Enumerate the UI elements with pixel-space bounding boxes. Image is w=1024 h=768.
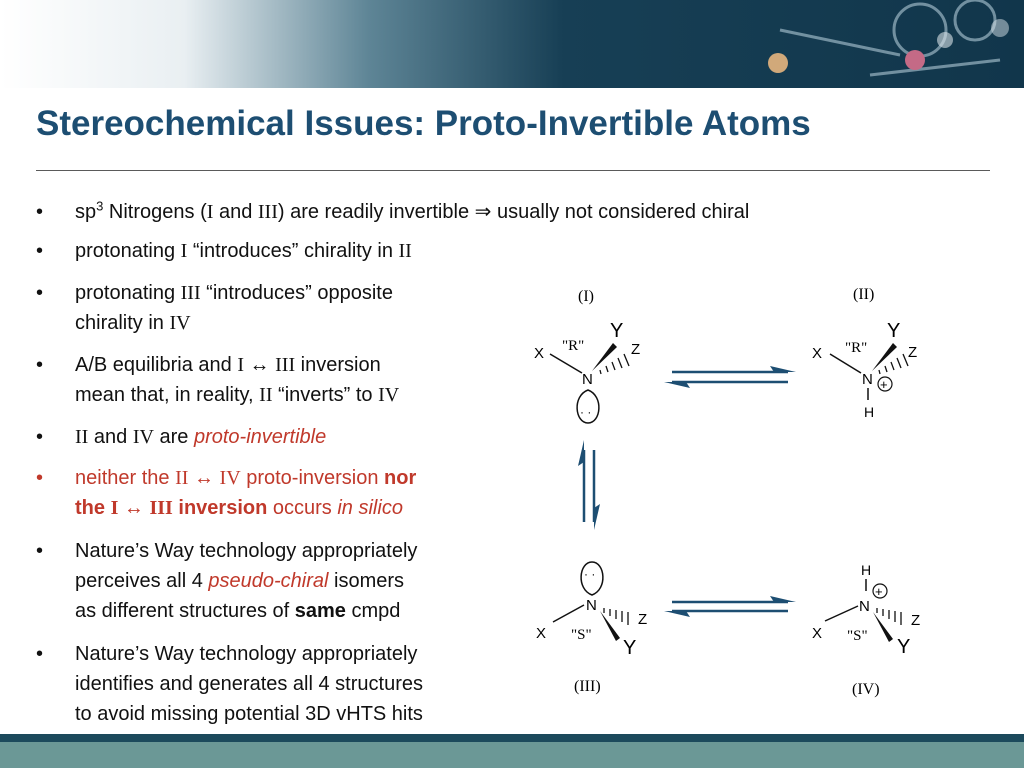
structure-II [812,286,917,420]
svg-text:N: N [859,598,870,615]
svg-text:Z: Z [638,611,648,628]
svg-text:· ·: · · [580,405,592,419]
svg-text:Y: Y [897,636,911,658]
svg-text:"S": "S" [847,628,868,644]
header-banner [0,0,1024,88]
svg-text:+: + [880,377,888,392]
atom-decoration-orange [768,53,788,73]
structure-I [534,288,640,423]
svg-text:"R": "R" [845,340,868,356]
svg-text:N: N [582,371,593,388]
label-IV: (IV) [852,681,880,698]
footer-bar-dark [0,734,1024,742]
svg-text:H: H [861,562,872,578]
page-title: Stereochemical Issues: Proto-Invertible Atoms [36,104,811,143]
label-III: (III) [574,678,601,695]
svg-text:Z: Z [908,344,918,361]
svg-text:Y: Y [887,320,901,342]
svg-text:Y: Y [623,637,637,659]
equilibrium-arrows [578,366,796,617]
svg-text:X: X [534,345,545,362]
nitrogen-inversion-diagram [520,278,990,708]
svg-text:· ·: · · [584,567,596,581]
svg-text:Z: Z [631,341,641,358]
svg-text:N: N [862,371,873,388]
label-I: (I) [578,288,594,305]
structure-IV [812,562,920,698]
atom-decoration-pink [905,50,925,70]
structure-III [536,562,647,695]
title-divider [36,170,990,171]
svg-text:X: X [536,625,547,642]
svg-text:Y: Y [610,320,624,342]
R-descriptor: "R" [562,338,585,354]
svg-text:N: N [586,597,597,614]
svg-text:+: + [875,584,883,599]
svg-text:X: X [812,345,823,362]
label-II: (II) [853,286,875,303]
svg-text:H: H [864,404,875,420]
S-descriptor: "S" [571,627,592,643]
footer-bar-light [0,742,1024,768]
svg-text:X: X [812,625,823,642]
svg-text:Z: Z [911,612,921,629]
